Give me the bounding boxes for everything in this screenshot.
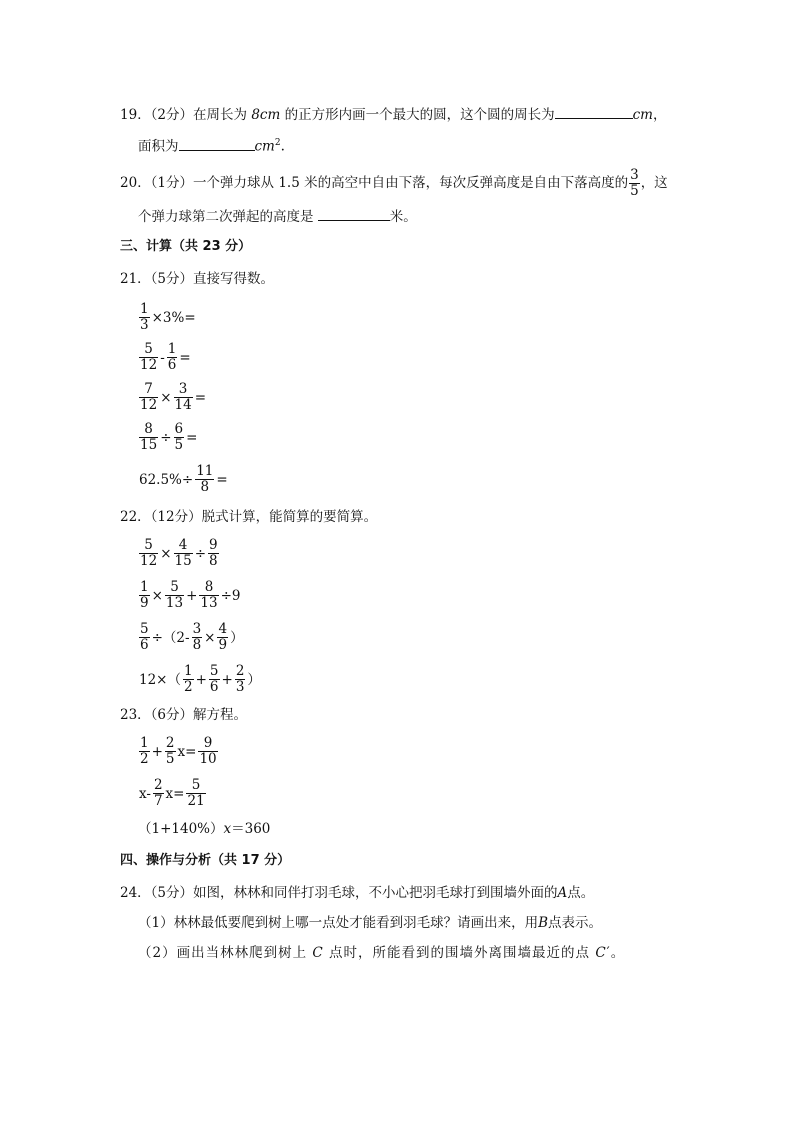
denominator: 6	[209, 679, 219, 695]
fraction	[139, 622, 150, 653]
numerator: 5	[165, 580, 184, 596]
q24-text-b: 点。	[567, 885, 595, 901]
q19-text-b: 的正方形内画一个最大的圆，这个圆的周长为	[280, 107, 555, 123]
q19-period: .	[280, 138, 285, 155]
variable-equals: x=	[165, 785, 185, 802]
operator: -	[160, 349, 165, 366]
q19-unit: cm	[259, 107, 281, 123]
q22-item-2	[138, 578, 242, 613]
operator: +	[221, 671, 233, 688]
numerator: 3	[174, 382, 193, 398]
fraction	[199, 580, 218, 611]
answer-blank[interactable]	[555, 104, 633, 119]
denominator: 7	[153, 793, 163, 809]
numerator: 1	[167, 341, 177, 357]
expression-head: 62.5%÷	[139, 471, 194, 488]
numerator: 1	[140, 301, 149, 317]
numerator: 1	[140, 735, 149, 751]
denominator: 8	[209, 553, 218, 569]
equals: =	[194, 389, 206, 406]
numerator: 5	[139, 342, 158, 358]
fraction	[139, 538, 158, 569]
q19-text: 在周长为	[193, 107, 252, 123]
question-number: 20	[120, 175, 138, 191]
denominator: 12	[140, 357, 158, 373]
denominator: 2	[140, 751, 149, 767]
numerator: 4	[218, 621, 228, 637]
operator: ÷（2-	[151, 629, 190, 646]
answer-blank[interactable]	[318, 206, 390, 221]
q19-unit2: cm	[632, 107, 653, 123]
fraction	[165, 580, 184, 611]
denominator: 9	[140, 595, 149, 611]
fraction	[192, 622, 203, 653]
numerator: 5	[139, 538, 158, 554]
denominator: 12	[140, 397, 158, 413]
denominator: 13	[165, 595, 184, 611]
denominator: 15	[140, 437, 158, 453]
fraction	[167, 342, 178, 373]
q20-line2-end: 米。	[389, 209, 417, 225]
numerator: 2	[153, 777, 163, 793]
fraction	[139, 342, 158, 373]
q22-item-1	[138, 536, 220, 571]
numerator: 8	[139, 422, 158, 438]
numerator: 6	[174, 421, 184, 437]
fraction	[139, 736, 150, 767]
q24-sub2-text-c: ′。	[606, 945, 626, 961]
numerator: 2	[235, 663, 245, 679]
q20-line2	[138, 206, 417, 226]
q19-sup: 2	[274, 138, 281, 148]
q24-text: 24．（5分）如图，林林和同伴打羽毛球，不小心把羽毛球打到围墙外面的	[120, 885, 558, 901]
fraction	[174, 538, 193, 569]
answer-blank[interactable]	[179, 136, 255, 151]
numerator: 1	[184, 663, 193, 679]
numerator: 2	[165, 735, 175, 751]
question-number: 19	[120, 107, 138, 123]
fraction	[139, 302, 150, 333]
operator: ×	[204, 629, 216, 646]
expression-tail: ×3%=	[151, 309, 196, 326]
fraction	[174, 382, 193, 413]
fraction	[195, 464, 214, 495]
point-label: C	[595, 945, 607, 961]
denominator: 13	[200, 595, 218, 611]
numerator: 9	[198, 736, 217, 752]
variable: x	[223, 821, 232, 837]
question-score: ．（1分）	[137, 175, 194, 191]
q24-sub1-text: （1）林林最低要爬到树上哪一点处才能看到羽毛球？请画出来，用	[138, 915, 539, 931]
denominator: 12	[140, 553, 158, 569]
fraction	[183, 664, 194, 695]
fraction	[186, 778, 205, 809]
fraction	[165, 736, 176, 767]
fraction	[174, 422, 185, 453]
denominator: 15	[174, 553, 192, 569]
denominator: 2	[184, 679, 193, 695]
numerator: 1	[140, 579, 149, 595]
q19-line2	[138, 134, 285, 156]
fraction	[217, 622, 228, 653]
expression-tail: ＝360	[231, 821, 271, 837]
denominator: 5	[165, 751, 175, 767]
numerator: 8	[199, 580, 218, 596]
operator: ÷	[194, 545, 206, 562]
expression-tail: ）	[247, 671, 261, 688]
denominator: 5	[174, 437, 184, 453]
numerator: 5	[186, 778, 205, 794]
point-label: A	[557, 885, 568, 901]
numerator: 9	[209, 537, 218, 553]
numerator: 11	[196, 463, 214, 479]
fraction	[139, 382, 158, 413]
section-4-title: 四、操作与分析（共 17 分）	[120, 853, 291, 868]
denominator: 9	[218, 637, 228, 653]
question-score: ．（2分）	[137, 107, 194, 123]
fraction	[208, 538, 219, 569]
denominator: 5	[630, 183, 639, 199]
denominator: 8	[200, 479, 210, 495]
operator: +	[195, 671, 207, 688]
numerator: 3	[630, 167, 639, 183]
q21-item-2	[138, 340, 192, 375]
fraction	[153, 778, 164, 809]
q23-item-2	[138, 776, 207, 811]
q24-sub2-text-b: 点时，所能看到的围墙外离围墙最近的点	[323, 945, 596, 961]
expression-head: 12×（	[139, 671, 181, 688]
q21-item-4	[138, 420, 198, 455]
denominator: 3	[140, 317, 149, 333]
point-label: C	[312, 945, 324, 961]
fraction	[198, 736, 217, 767]
numerator: 5	[140, 621, 149, 637]
fraction	[235, 664, 246, 695]
point-label: B	[538, 915, 549, 931]
numerator: 5	[209, 663, 219, 679]
q24-sub2-text: （2）画出当林林爬到树上	[138, 945, 313, 961]
q24-sub1-text-b: 点表示。	[548, 915, 603, 931]
expression-head: （1+140%）	[138, 821, 224, 837]
q19-line2-text: 面积为	[138, 138, 179, 155]
denominator: 3	[235, 679, 245, 695]
denominator: 8	[192, 637, 202, 653]
q24-sub-1	[138, 914, 602, 932]
q24-head	[120, 884, 594, 902]
q19-comma: ，	[652, 107, 667, 123]
q20-line2-text: 个弹力球第二次弹起的高度是	[138, 209, 318, 225]
q23-item-3	[138, 820, 270, 838]
numerator: 3	[192, 621, 202, 637]
fraction	[139, 580, 150, 611]
q19-unit3: cm	[254, 138, 275, 155]
denominator: 14	[174, 397, 192, 413]
q21-item-3	[138, 380, 207, 415]
expression-tail: ÷9	[220, 587, 241, 604]
q23-head: 23．（6分）解方程。	[120, 707, 248, 723]
q21-item-1	[138, 300, 197, 335]
q20-text-b: ，这	[640, 175, 668, 191]
fraction	[139, 422, 158, 453]
fraction	[629, 168, 640, 199]
q21-item-5	[138, 462, 229, 497]
denominator: 6	[167, 357, 177, 373]
operator: +	[151, 743, 163, 760]
q22-item-4	[138, 662, 262, 697]
q19-value: 8	[251, 107, 260, 123]
q22-item-3	[138, 620, 245, 655]
variable-equals: x=	[177, 743, 197, 760]
denominator: 10	[199, 751, 217, 767]
operator: ×	[160, 389, 172, 406]
q20-text: 一个弹力球从 1.5 米的高空中自由下落，每次反弹高度是自由下落高度的	[193, 175, 629, 191]
operator: ×	[160, 545, 172, 562]
equals: =	[216, 471, 228, 488]
expression-head: x-	[139, 785, 151, 802]
denominator: 6	[140, 637, 149, 653]
q24-sub-2	[138, 944, 625, 962]
equals: =	[186, 429, 198, 446]
q23-item-1	[138, 734, 219, 769]
operator: ×	[151, 587, 163, 604]
section-3-title: 三、计算（共 23 分）	[120, 239, 252, 254]
operator: ÷	[160, 429, 172, 446]
q19-line1	[120, 104, 666, 124]
denominator: 21	[187, 793, 205, 809]
expression-tail: ）	[230, 629, 244, 646]
operator: +	[186, 587, 198, 604]
numerator: 7	[139, 382, 158, 398]
q22-head: 22．（12分）脱式计算，能简算的要简算。	[120, 509, 378, 525]
numerator: 4	[174, 538, 193, 554]
fraction	[209, 664, 220, 695]
q20-line1	[120, 168, 668, 199]
equals: =	[179, 349, 191, 366]
q21-head: 21．（5分）直接写得数。	[120, 271, 275, 287]
